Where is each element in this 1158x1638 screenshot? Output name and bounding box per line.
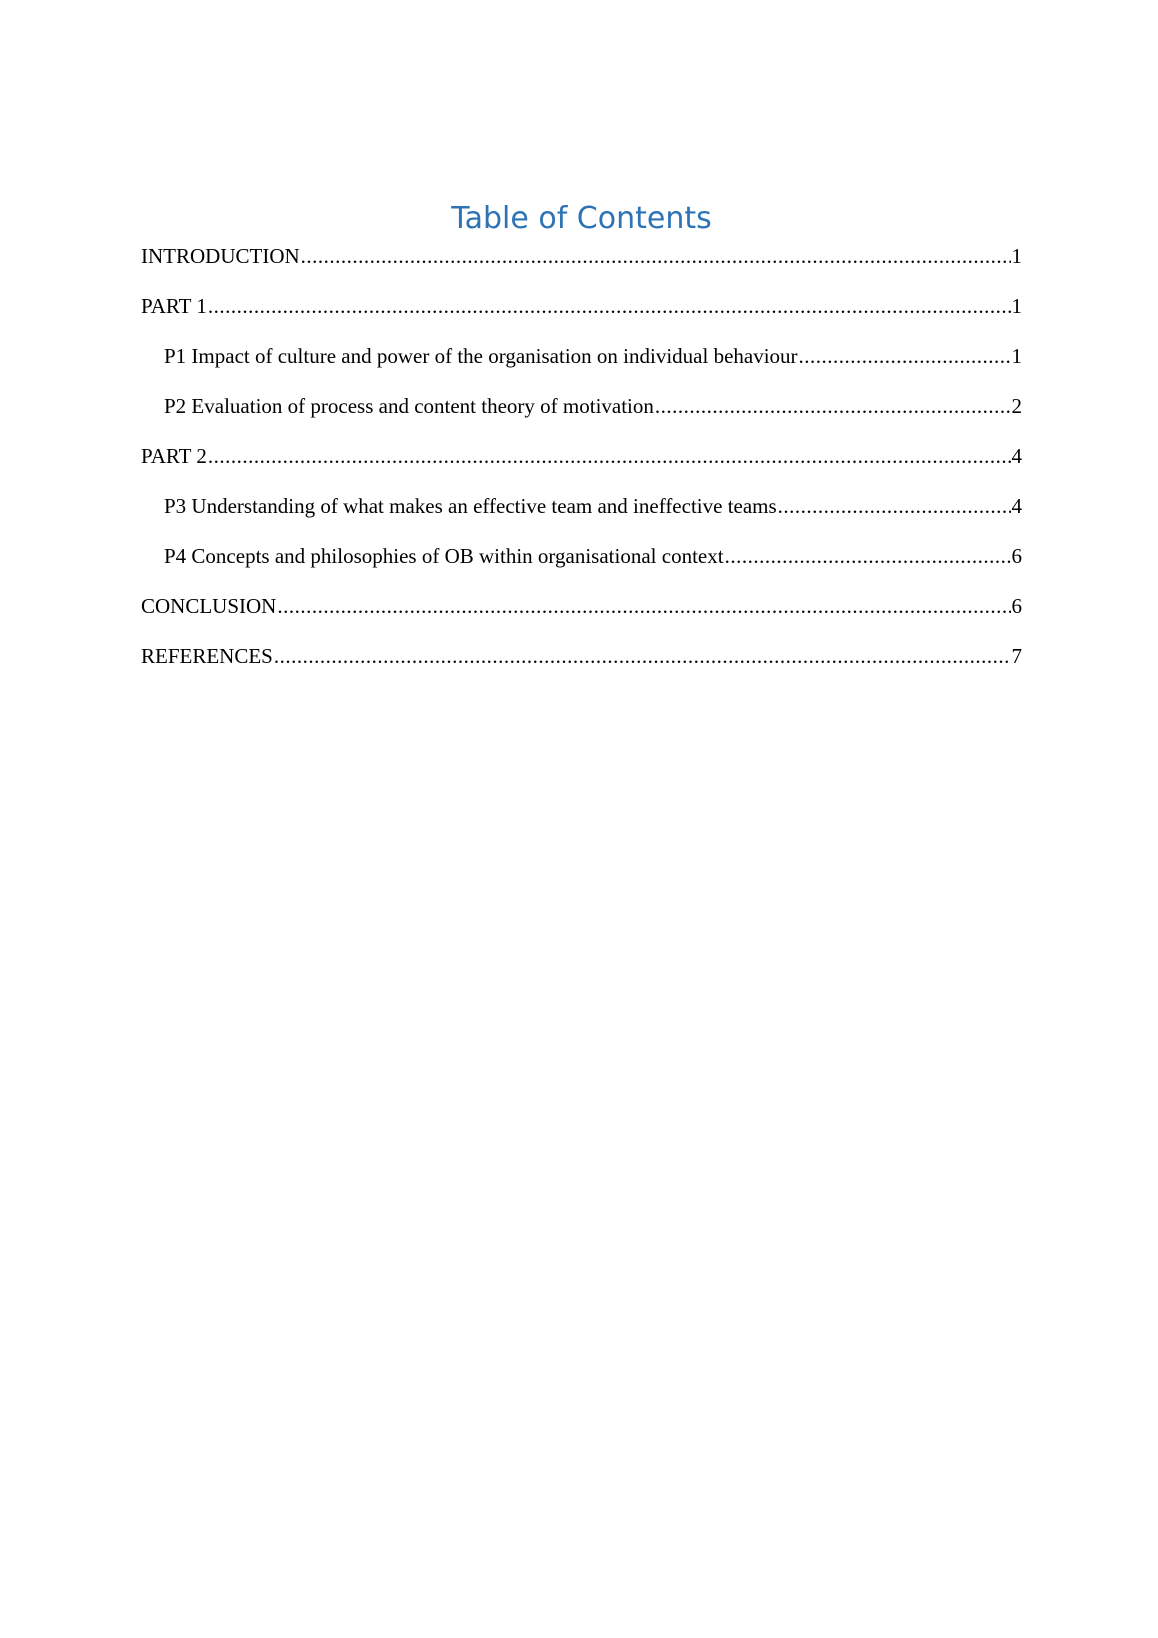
toc-page-number: 4 (1011, 494, 1022, 518)
toc-entry-label: REFERENCES (141, 644, 273, 668)
toc-page-number: 6 (1011, 544, 1022, 568)
toc-dot-leader (655, 394, 1011, 419)
toc-entry-part-2[interactable] (141, 444, 1022, 494)
toc-entry-conclusion[interactable] (141, 594, 1022, 644)
toc-title: Table of Contents (451, 201, 712, 236)
toc-entry-label: CONCLUSION (141, 594, 277, 618)
toc-dot-leader (725, 544, 1011, 569)
toc-dot-leader (208, 444, 1011, 469)
toc-entry-part-1[interactable] (141, 294, 1022, 344)
toc-page-number: 4 (1011, 444, 1022, 468)
toc-entry-p4[interactable] (141, 544, 1022, 594)
toc-dot-leader (208, 294, 1011, 319)
table-of-contents (141, 200, 1022, 694)
toc-dot-leader (799, 344, 1011, 369)
toc-entry-p2[interactable] (141, 394, 1022, 444)
toc-page-number: 1 (1011, 344, 1022, 368)
toc-entry-label: PART 2 (141, 444, 207, 468)
toc-entry-label: P2 Evaluation of process and content theory of motivation (164, 394, 654, 418)
toc-page-number: 6 (1011, 594, 1022, 618)
toc-entry-p1[interactable] (141, 344, 1022, 394)
toc-entry-p3[interactable] (141, 494, 1022, 544)
toc-page-number: 2 (1011, 394, 1022, 418)
toc-entry-label: PART 1 (141, 294, 207, 318)
toc-entry-introduction[interactable] (141, 244, 1022, 294)
toc-entry-label: INTRODUCTION (141, 244, 300, 268)
toc-entry-label: P1 Impact of culture and power of the organisation on individual behaviour (164, 344, 798, 368)
toc-entry-label: P4 Concepts and philosophies of OB within organisational context (164, 544, 724, 568)
toc-dot-leader (778, 494, 1011, 519)
toc-dot-leader (274, 644, 1011, 669)
toc-page-number: 1 (1011, 244, 1022, 268)
toc-entry-references[interactable] (141, 644, 1022, 694)
toc-entry-list (141, 244, 1022, 694)
toc-page-number: 7 (1011, 644, 1022, 668)
toc-dot-leader (277, 594, 1010, 619)
toc-entry-label: P3 Understanding of what makes an effective team and ineffective teams (164, 494, 777, 518)
toc-dot-leader (301, 244, 1011, 269)
toc-page-number: 1 (1011, 294, 1022, 318)
